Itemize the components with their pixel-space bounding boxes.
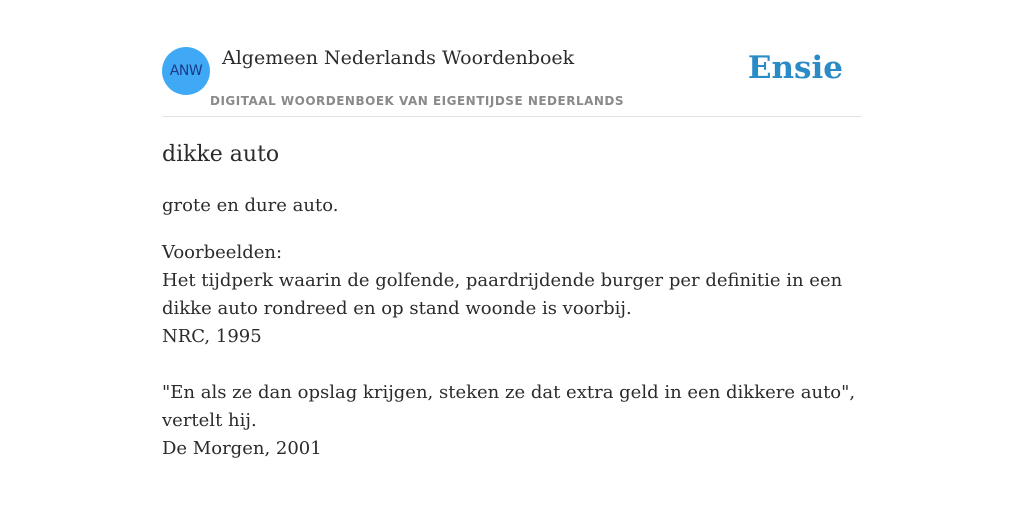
anw-logo[interactable]	[162, 47, 210, 95]
headword: dikke auto	[162, 142, 280, 167]
logo-text: ANW	[169, 63, 203, 79]
example-source: NRC, 1995	[162, 326, 262, 347]
dictionary-entry	[162, 140, 862, 463]
definition: grote en dure auto.	[162, 195, 339, 216]
examples-label: Voorbeelden:	[162, 242, 283, 263]
site-subtitle: DIGITAAL WOORDENBOEK VAN EIGENTIJDSE NEDERLANDS	[210, 94, 625, 108]
example-divider	[162, 351, 862, 379]
site-title[interactable]: Algemeen Nederlands Woordenboek	[222, 47, 575, 69]
example-text: Het tijdperk waarin de golfende, paardrijdende burger per definitie in een dikke auto rondreed en op stand woonde is voorbij.	[162, 270, 843, 319]
example-source: De Morgen, 2001	[162, 438, 322, 459]
examples-section	[162, 239, 862, 463]
site-header	[162, 44, 862, 117]
example-text: "En als ze dan opslag krijgen, steken ze dat extra geld in een dikkere auto", vertelt hij.	[162, 382, 856, 431]
ensie-brand-link[interactable]: Ensie	[747, 50, 843, 86]
